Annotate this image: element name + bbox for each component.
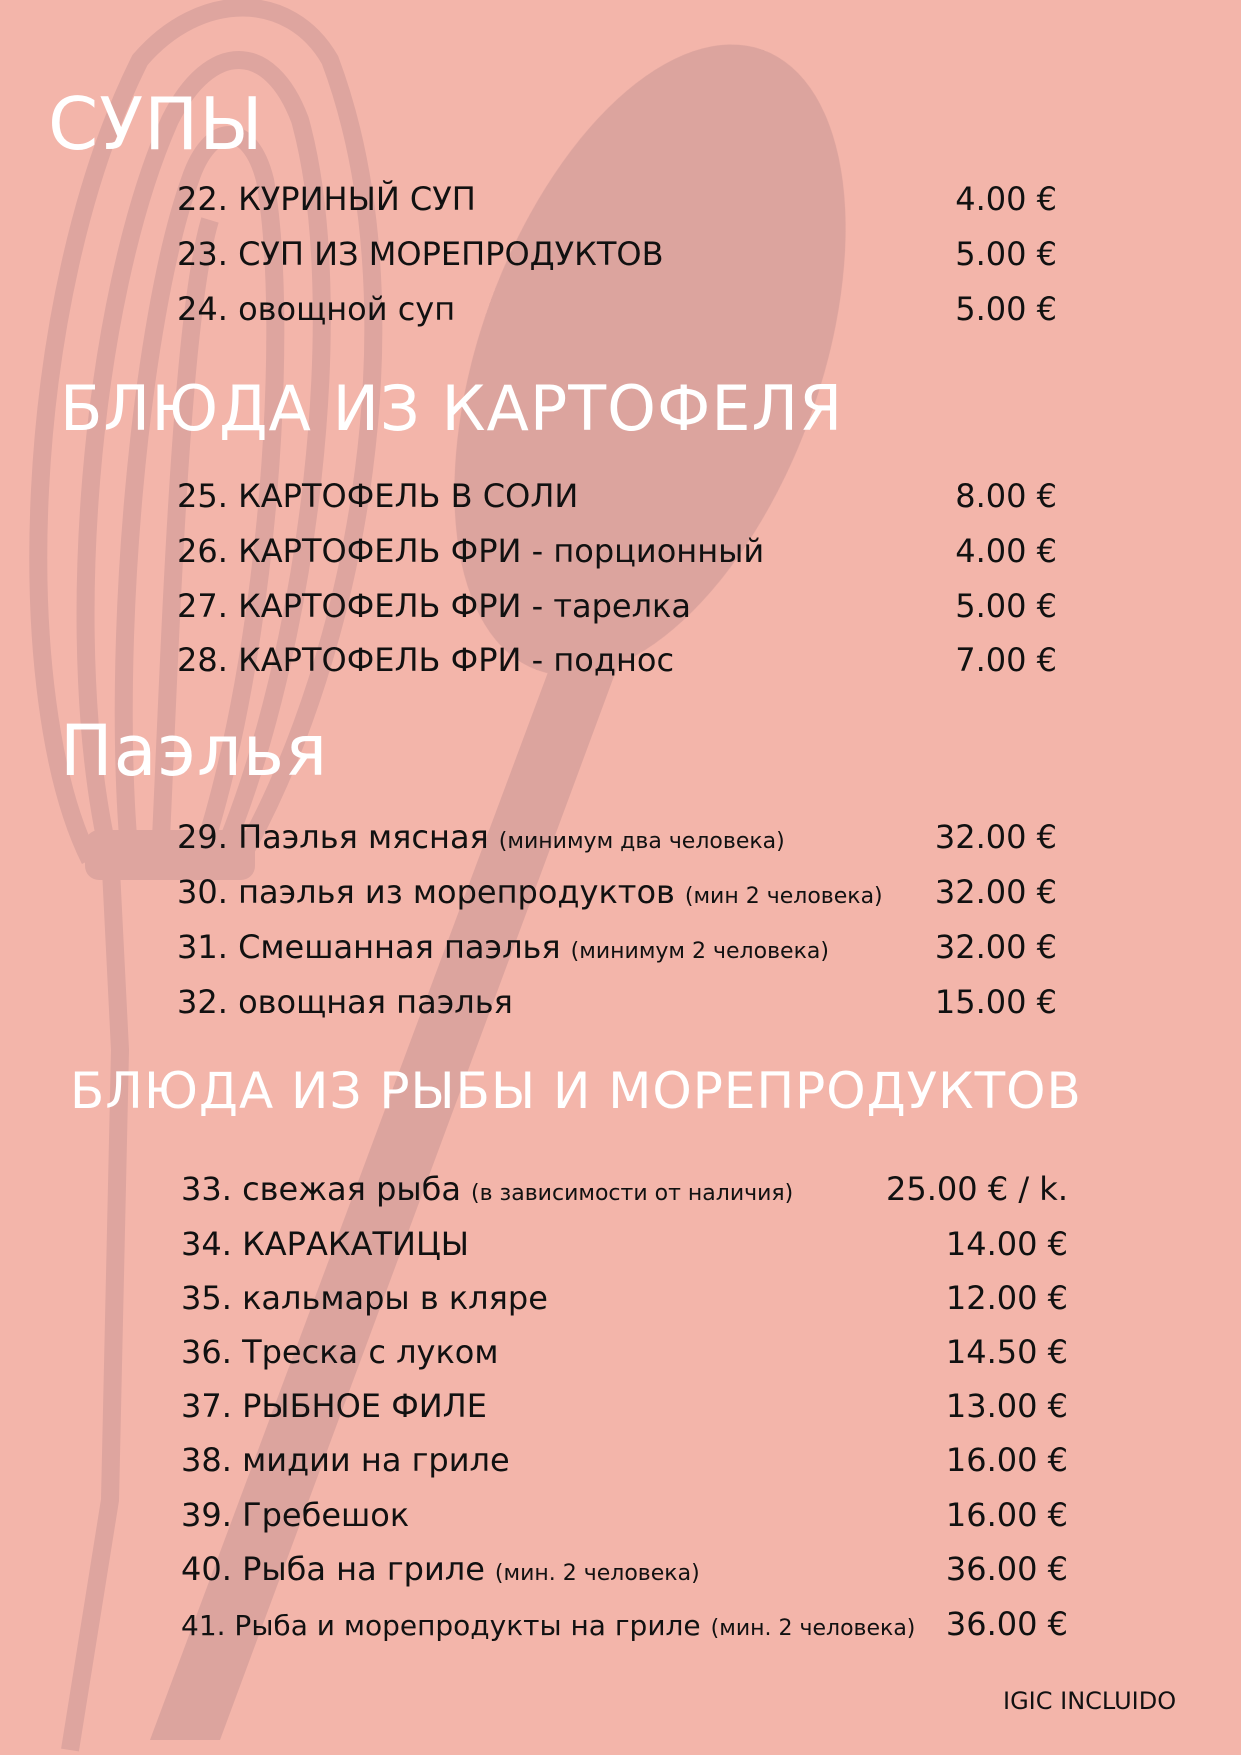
menu-item [181,1605,1068,1645]
item-note: (в зависимости от наличия) [470,1181,794,1206]
item-price: 32.00 € [934,818,1057,856]
menu-item [181,1170,1068,1210]
item-price: 36.00 € [945,1605,1068,1643]
menu-item [177,532,1057,572]
item-name: 30. паэлья из морепродуктов [177,873,675,911]
tax-note: IGIC INCLUIDO [1003,1687,1177,1715]
menu-item [181,1225,1068,1265]
item-name: 26. КАРТОФЕЛЬ ФРИ - порционный [177,532,765,570]
item-price: 4.00 € [955,180,1057,218]
menu-item [177,477,1057,517]
item-price: 5.00 € [955,587,1057,625]
item-price: 16.00 € [945,1441,1068,1479]
item-name: 31. Смешанная паэлья [177,928,561,966]
item-note: (минимум два человека) [498,829,785,854]
item-note: (минимум 2 человека) [570,939,829,964]
item-price: 32.00 € [934,928,1057,966]
menu-item [177,928,1057,968]
item-price: 25.00 € / k. [886,1170,1068,1208]
item-name: 34. КАРАКАТИЦЫ [181,1225,470,1263]
menu-item [177,641,1057,681]
section-title-soups: СУПЫ [48,82,264,166]
menu-item [177,818,1057,858]
menu-item [181,1496,1068,1536]
item-price: 14.50 € [945,1333,1068,1371]
item-price: 8.00 € [955,477,1057,515]
item-price: 5.00 € [955,235,1057,273]
item-name: 27. КАРТОФЕЛЬ ФРИ - тарелка [177,587,691,625]
item-name: 29. Паэлья мясная [177,818,489,856]
item-price: 7.00 € [955,641,1057,679]
item-price: 13.00 € [945,1387,1068,1425]
item-price: 14.00 € [945,1225,1068,1263]
item-price: 36.00 € [945,1550,1068,1588]
item-name: 39. Гребешок [181,1496,410,1534]
item-name: 40. Рыба на гриле [181,1550,485,1588]
menu-item [181,1279,1068,1319]
section-title-seafood: БЛЮДА ИЗ РЫБЫ И МОРЕПРОДУКТОВ [70,1062,1082,1120]
menu-item [177,587,1057,627]
item-note: (мин. 2 человека) [710,1616,916,1641]
item-name: 41. Рыба и морепродукты на гриле [181,1609,701,1642]
item-price: 12.00 € [945,1279,1068,1317]
menu-item [181,1333,1068,1373]
item-price: 16.00 € [945,1496,1068,1534]
menu-item [181,1387,1068,1427]
menu-item [177,290,1057,330]
menu-item [177,873,1057,913]
item-name: 37. РЫБНОЕ ФИЛЕ [181,1387,487,1425]
item-name: 36. Треска с луком [181,1333,499,1371]
item-name: 33. свежая рыба [181,1170,461,1208]
item-name: 24. овощной суп [177,290,456,328]
item-name: 32. овощная паэлья [177,983,513,1021]
item-price: 4.00 € [955,532,1057,570]
item-name: 35. кальмары в кляре [181,1279,548,1317]
item-name: 23. СУП ИЗ МОРЕПРОДУКТОВ [177,235,664,273]
menu-item [177,235,1057,275]
item-price: 32.00 € [934,873,1057,911]
item-name: 22. КУРИНЫЙ СУП [177,180,476,218]
section-title-paella: Паэлья [60,710,329,792]
menu-item [181,1441,1068,1481]
menu-item [177,983,1057,1023]
item-note: (мин 2 человека) [684,884,883,909]
item-name: 28. КАРТОФЕЛЬ ФРИ - поднос [177,641,675,679]
item-price: 5.00 € [955,290,1057,328]
item-name: 38. мидии на гриле [181,1441,510,1479]
section-title-potatoes: БЛЮДА ИЗ КАРТОФЕЛЯ [60,372,844,445]
item-price: 15.00 € [934,983,1057,1021]
menu-item [177,180,1057,220]
item-name: 25. КАРТОФЕЛЬ В СОЛИ [177,477,579,515]
item-note: (мин. 2 человека) [494,1561,700,1586]
menu-item [181,1550,1068,1590]
